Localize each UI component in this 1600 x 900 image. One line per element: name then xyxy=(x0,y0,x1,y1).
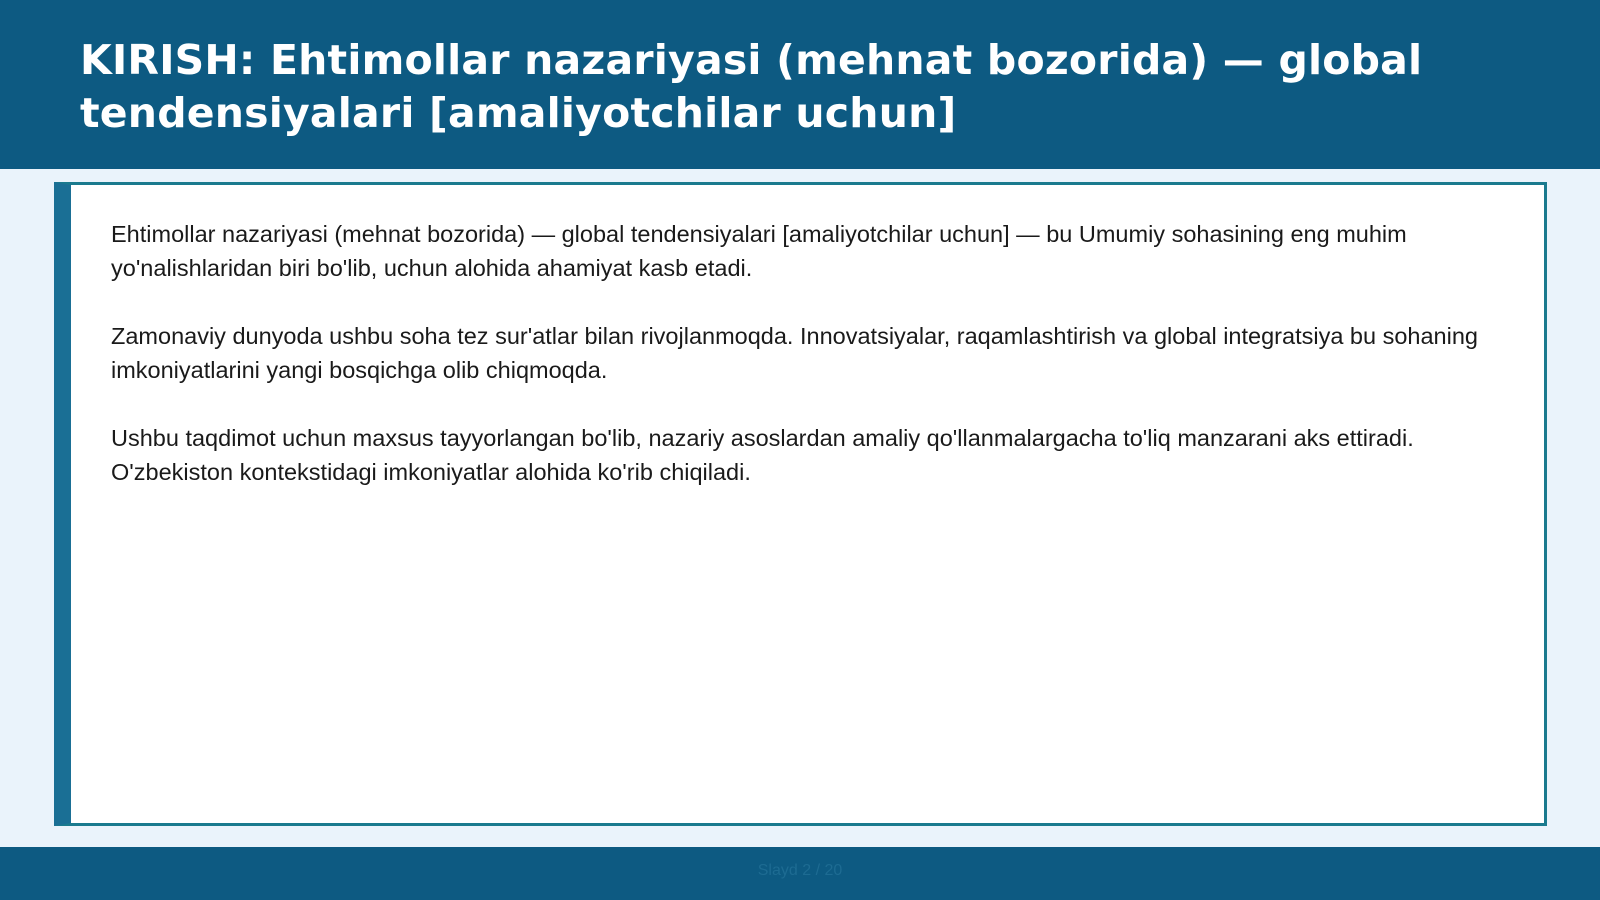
paragraph-modern-world: Zamonaviy dunyoda ushbu soha tez sur'atlar bilan rivojlanmoqda. Innovatsiyalar, raqamlashtirish va global integratsiya bu sohaning imkoniyatlarini yangi bosqichga olib chiqmoqda. xyxy=(111,323,1478,383)
slide-header xyxy=(0,0,1600,169)
content-panel xyxy=(54,182,1547,826)
slide-number: Slayd 2 / 20 xyxy=(757,862,843,879)
paragraph-intro: Ehtimollar nazariyasi (mehnat bozorida) — global tendensiyalari [amaliyotchilar uchun] — bu Umumiy sohasining eng muhim yo'nalishlaridan biri bo'lib, uchun alohida ahamiyat kasb etadi. xyxy=(111,221,1407,281)
slide-footer xyxy=(0,847,1600,900)
paragraph-presentation: Ushbu taqdimot uchun maxsus tayyorlangan bo'lib, nazariy asoslardan amaliy qo'llanmalargacha to'liq manzarani aks ettiradi. O'zbekiston kontekstidagi imkoniyatlar alohida ko'rib chiqiladi. xyxy=(111,425,1414,485)
slide-title: KIRISH: Ehtimollar nazariyasi (mehnat bozorida) — global tendensiyalari [amaliyotchilar uchun] xyxy=(80,36,1423,137)
